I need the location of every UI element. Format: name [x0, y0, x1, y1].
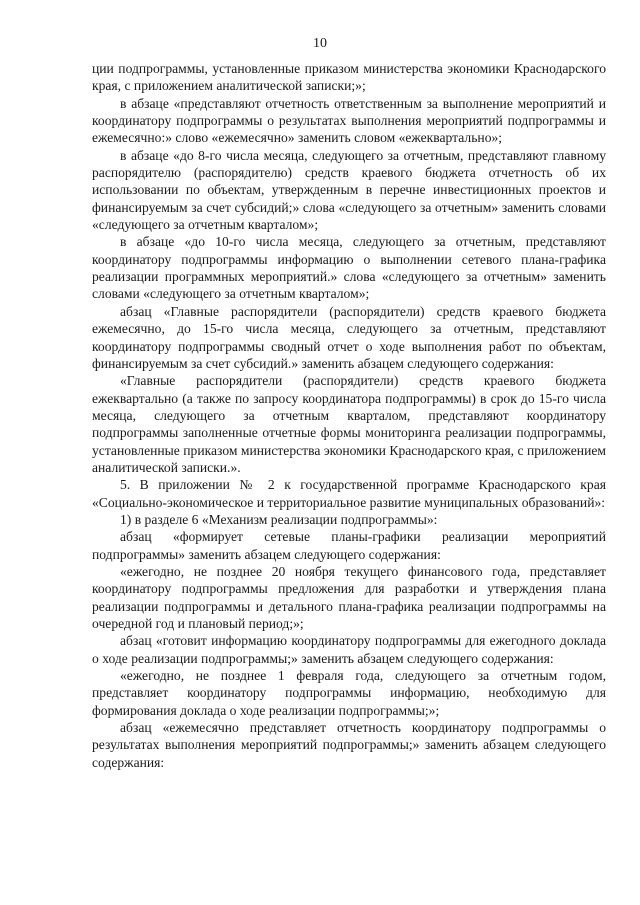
paragraph: «ежегодно, не позднее 20 ноября текущего финансового года, представляет координатору подпрограммы предложения для разработки и утверждения плана реализации подпрограммы и детального плана-графика реализации подпрограммы на очередной год и плановый период;»; — [92, 563, 606, 631]
paragraph: 1) в разделе 6 «Механизм реализации подпрограммы»: — [120, 511, 438, 527]
paragraph: «Главные распорядители (распорядители) средств краевого бюджета ежеквартально (а также по запросу координатора подпрограммы) в срок до 15-го числа месяца, следующего за отчетным кварталом, представляют координатору подпрограммы заполненные отчетные формы мониторинга реализации подпрограммы, установленные приказом министерства экономики Краснодарского края, с приложением аналитической записки.». — [92, 373, 606, 475]
paragraph: абзац «ежемесячно представляет отчетность координатору подпрограммы о результатах выполнения мероприятий подпрограммы;» заменить абзацем следующего содержания: — [92, 720, 606, 770]
document-body — [92, 60, 606, 771]
paragraph: в абзаце «до 8-го числа месяца, следующего за отчетным, представляют главному распорядителю (распорядителю) средств краевого бюджета отчетность об их использовании по объектам, утвержденным в перечне инвестиционных проектов и финансируемым за счет субсидий;» слова «следующего за отчетным» заменить словами «следующего за отчетным кварталом»; — [92, 147, 606, 233]
paragraph: «ежегодно, не позднее 1 февраля года, следующего за отчетным годом, представляет координатору подпрограммы информацию, необходимую для формирования доклада о ходе реализации подпрограммы;»; — [92, 668, 606, 718]
paragraph: абзац «Главные распорядители (распорядители) средств краевого бюджета ежемесячно, до 15-го числа месяца, следующего за отчетным, представляют координатору подпрограммы сводный отчет о ходе выполнения работ по объектам, финансируемым за счет субсидий.» заменить абзацем следующего содержания: — [92, 303, 606, 371]
paragraph: 5. В приложении № 2 к государственной программе Краснодарского края «Социально-экономическое и территориальное развитие муниципальных образований»: — [92, 477, 606, 510]
paragraph: в абзаце «представляют отчетность ответственным за выполнение мероприятий и координатору подпрограммы о результатах выполнения мероприятий подпрограммы и ежемесячно:» слово «ежемесячно» заменить словом «ежеквартально»; — [92, 95, 606, 146]
paragraph: в абзаце «до 10-го числа месяца, следующего за отчетным, представляют координатору подпрограммы информацию о выполнении сетевого плана-графика реализации программных мероприятий.» слова «следующего за отчетным» заменить словами «следующего за отчетным кварталом»; — [92, 234, 606, 302]
page-number: 10 — [313, 36, 327, 51]
paragraph: абзац «готовит информацию координатору подпрограммы для ежегодного доклада о ходе реализации подпрограммы;» заменить абзацем следующего содержания: — [92, 633, 606, 666]
paragraph: абзац «формирует сетевые планы-графики реализации мероприятий подпрограммы» заменить абзацем следующего содержания: — [92, 529, 606, 562]
paragraph-continuation: ции подпрограммы, установленные приказом министерства экономики Краснодарского края, с приложением аналитической записки;»; — [92, 61, 606, 94]
